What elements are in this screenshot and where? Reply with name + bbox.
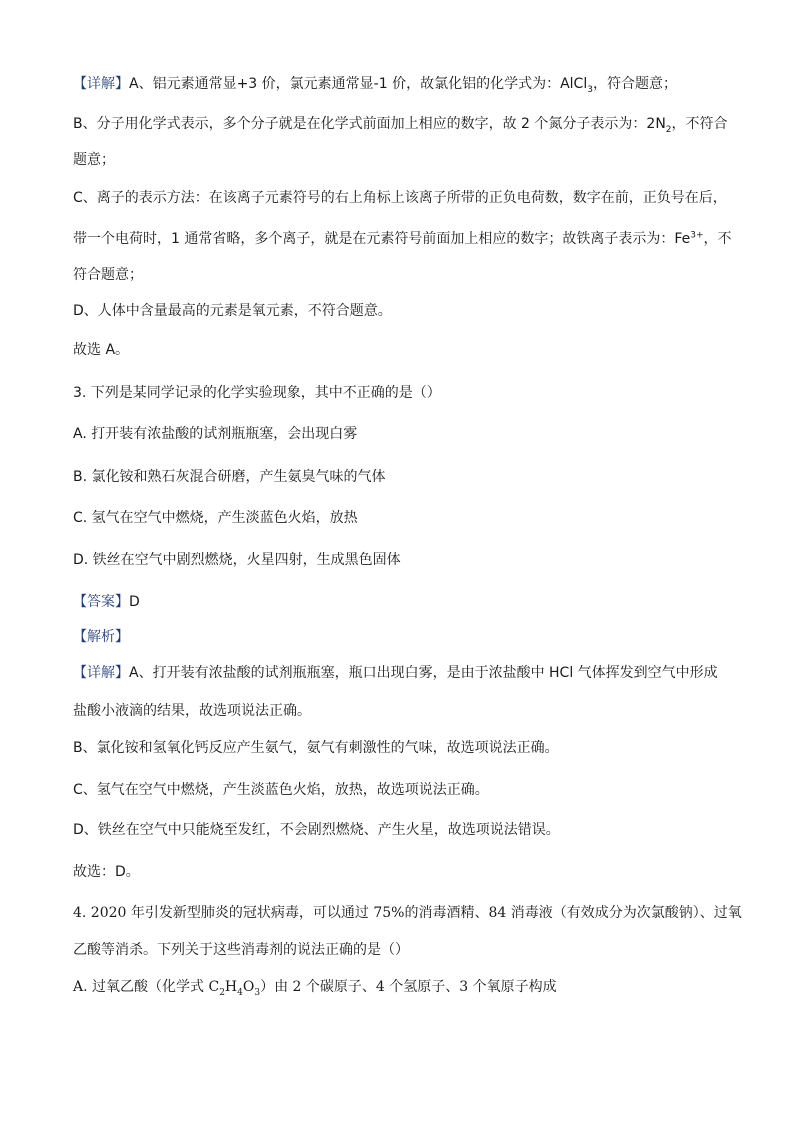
q3-detail-a-line-1 [73,663,724,683]
q2-detail-a-end: ，符合题意； [592,76,677,92]
formula-part: O [242,979,255,995]
q4-option-a [73,977,724,997]
detail-tag: 【详解】 [73,76,129,92]
q3-option-a: A. 打开装有浓盐酸的试剂瓶瓶塞，会出现白雾 [73,426,358,442]
q3-detail-b: B、氯化铵和氢氧化钙反应产生氨气，氨气有刺激性的气味，故选项说法正确。 [73,740,559,756]
q2-detail-b-end: ，不符合 [671,116,728,132]
subscript: 3 [587,84,593,95]
answer-value: D [129,594,140,610]
q3-detail-a-line-2: 盐酸小液滴的结果，故选项说法正确。 [73,703,311,719]
q3-analysis-tag: 【解析】 [73,629,129,645]
q2-conclusion: 故选 A。 [73,342,130,358]
q3-detail-d: D、铁丝在空气中只能烧至发红，不会剧烈燃烧、产生火星，故选项说法错误。 [73,822,560,838]
q2-detail-line-7: D、人体中含量最高的元素是氧元素，不符合题意。 [73,303,392,319]
q2-detail-line-4: C、离子的表示方法：在该离子元素符号的右上角标上该离子所带的正负电荷数，数字在前，正负号在后， [73,190,727,206]
q2-detail-line-2 [73,114,728,135]
q2-detail-b-text: B、分子用化学式表示，多个分子就是在化学式前面加上相应的数字，故 2 个氮分子表示为：2N [73,116,666,132]
q3-detail-c: C、氢气在空气中燃烧，产生淡蓝色火焰，放热，故选项说法正确。 [73,782,489,798]
q2-detail-a-text: A、铝元素通常显+3 价，氯元素通常显-1 价，故氯化铝的化学式为：AlCl [129,76,588,92]
q2-detail-line-3: 题意； [73,152,115,168]
q2-detail-c-end: ，不 [703,231,732,247]
q2-detail-line-1 [73,74,724,94]
q3-answer [73,592,724,612]
q2-detail-line-6: 符合题意； [73,267,143,283]
subscript: 2 [219,987,225,998]
q2-detail-line-5 [73,229,732,249]
q3-detail-a-text: A、打开装有浓盐酸的试剂瓶瓶塞，瓶口出现白雾，是由于浓盐酸中 HCl 气体挥发到空气中形成 [129,665,718,681]
q4-option-a-end: ）由 2 个碳原子、4 个氢原子、3 个氧原子构成 [260,979,557,995]
q4-option-a-text: A. 过氧乙酸（化学式 C [73,979,220,995]
q4-stem-line-2: 乙酸等消杀。下列关于这些消毒剂的说法正确的是（） [73,942,409,958]
q2-detail-c-text: 带一个电荷时，1 通常省略，多个离子，就是在元素符号前面加上相应的数字；故铁离子表示为：Fe [73,231,691,247]
q3-conclusion: 故选：D。 [73,864,140,880]
q3-option-c: C. 氢气在空气中燃烧，产生淡蓝色火焰，放热 [73,510,358,526]
q3-stem: 3. 下列是某同学记录的化学实验现象，其中不正确的是（） [73,385,441,401]
subscript: 3 [254,987,261,998]
q3-option-b: B. 氯化铵和熟石灰混合研磨，产生氨臭气味的气体 [73,469,386,485]
subscript: 4 [237,987,243,998]
formula-part: H [224,979,238,995]
superscript: 3+ [690,230,704,241]
detail-tag: 【详解】 [73,665,129,681]
subscript: 2 [665,124,672,135]
q4-stem-line-1: 4. 2020 年引发新型肺炎的冠状病毒，可以通过 75%的消毒酒精、84 消毒液（有效成分为次氯酸钠）、过氧 [73,905,742,921]
q3-option-d: D. 铁丝在空气中剧烈燃烧，火星四射，生成黑色固体 [73,552,401,568]
answer-tag: 【答案】 [73,594,129,610]
